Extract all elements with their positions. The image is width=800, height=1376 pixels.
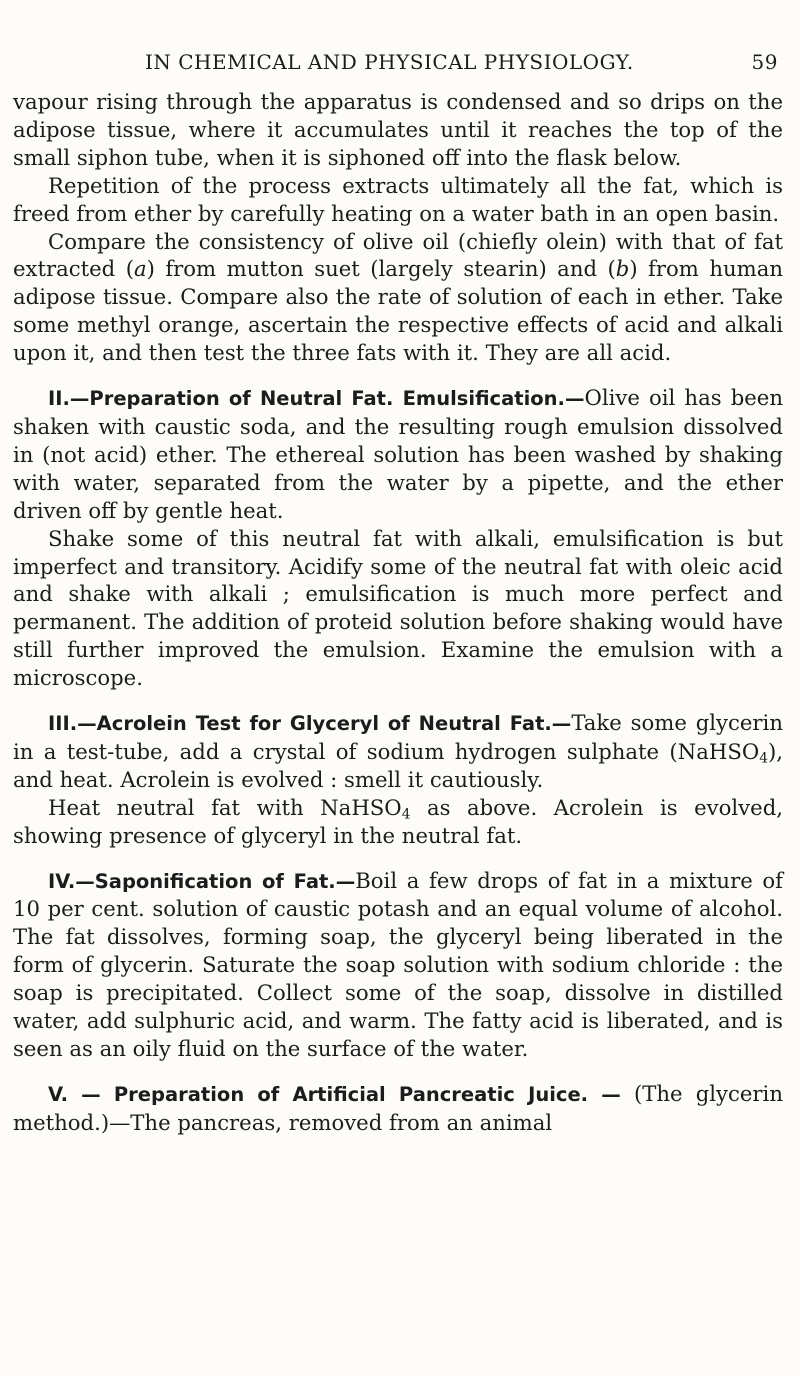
- page-header: [0, 50, 800, 78]
- section-pancreatic-juice: V. — Preparation of Artificial Pancreatic Juice. — (The glycerin method.)—The pancreas, removed from an animal: [13, 1080, 783, 1135]
- running-title: IN CHEMICAL AND PHYSICAL PHYSIOLOGY.: [145, 50, 634, 74]
- section-heading: III.—Acrolein Test for Glyceryl of Neutral Fat.—: [48, 712, 572, 736]
- section-heading: II.—Preparation of Neutral Fat. Emulsification.—: [48, 387, 585, 411]
- section-neutral-fat: II.—Preparation of Neutral Fat. Emulsification.—Olive oil has been shaken with caustic soda, and the resulting rough emulsion dissolved in (not acid) ether. The ethereal solution has been washed by shaking with water, separated from the water by a pipette, and the ether driven off by gentle heat.: [13, 385, 783, 523]
- paragraph-heat-neutral-fat: Heat neutral fat with NaHSO$_4$ as above. Acrolein is evolved, showing presence of glyceryl in the neutral fat.: [13, 794, 783, 848]
- section-heading: IV.—Saponification of Fat.—: [48, 869, 356, 893]
- page-body: [13, 88, 783, 1137]
- paragraph-emulsion: Shake some of this neutral fat with alkali, emulsification is but imperfect and transitory. Acidify some of the neutral fat with oleic acid and shake with alkali ; emulsification is much more perfect and permanent. The addition of proteid solution before shaking would have still further improved the emulsion. Examine the emulsion with a microscope.: [13, 525, 783, 691]
- paragraph-compare: Compare the consistency of olive oil (chiefly olein) with that of fat extracted (a) from mutton suet (largely stearin) and (b) from human adipose tissue. Compare also the rate of solution of each in ether. Take some methyl orange, ascertain the respective effects of acid and alkali upon it, and then test the three fats with it. They are all acid.: [13, 228, 783, 366]
- section-heading: V. — Preparation of Artificial Pancreatic Juice. —: [48, 1082, 634, 1106]
- section-saponification: IV.—Saponification of Fat.—Boil a few drops of fat in a mixture of 10 per cent. solution of caustic potash and an equal volume of alcohol. The fat dissolves, forming soap, the glyceryl being liberated in the form of glycerin. Saturate the soap solution with sodium chloride : the soap is precipitated. Collect some of the soap, dissolve in distilled water, add sulphuric acid, and warm. The fatty acid is liberated, and is seen as an oily fluid on the surface of the water.: [13, 867, 783, 1061]
- paragraph-continuation: vapour rising through the apparatus is condensed and so drips on the adipose tissue, where it accumulates until it reaches the top of the small siphon tube, when it is siphoned off into the flask below.: [13, 89, 783, 170]
- page-number: 59: [751, 50, 778, 74]
- section-acrolein-test: III.—Acrolein Test for Glyceryl of Neutral Fat.—Take some glycerin in a test-tube, add a crystal of sodium hydrogen sulphate (NaHSO$_4$), and heat. Acrolein is evolved : smell it cautiously.: [13, 710, 783, 792]
- paragraph-repetition: Repetition of the process extracts ultimately all the fat, which is freed from ether by carefully heating on a water bath in an open basin.: [13, 172, 783, 226]
